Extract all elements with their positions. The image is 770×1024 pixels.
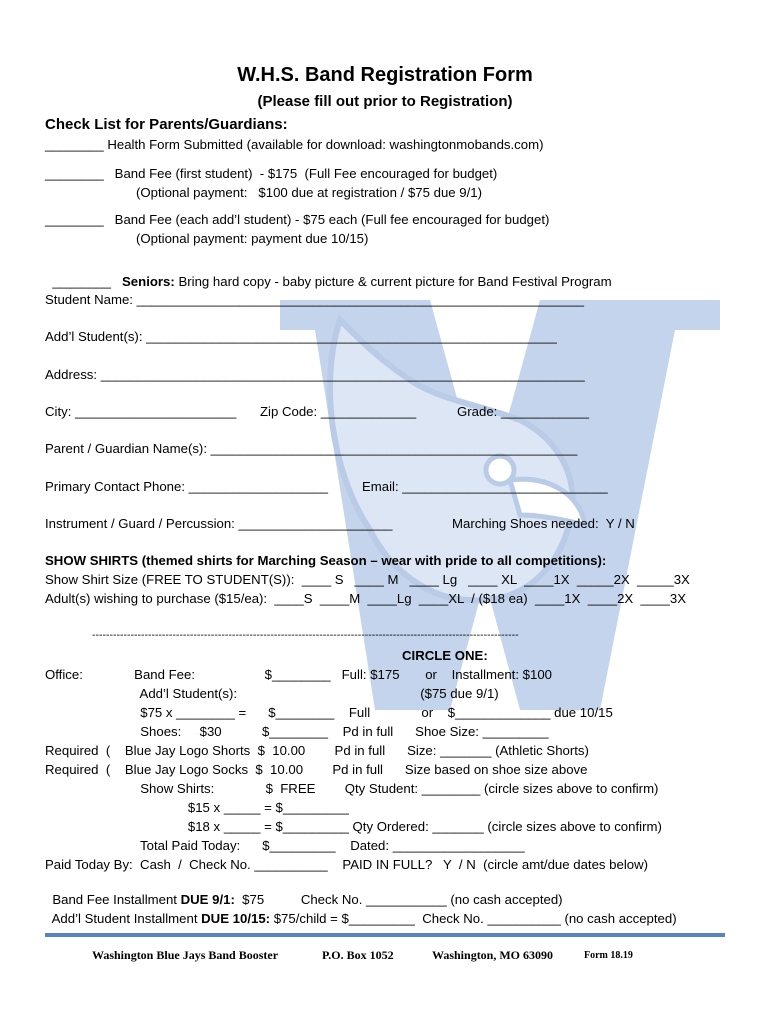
- zip-field[interactable]: Zip Code: _____________: [260, 404, 417, 419]
- footer-org: Washington Blue Jays Band Booster: [92, 948, 279, 962]
- student-name-field[interactable]: Student Name: _____________________________________________________________: [45, 292, 585, 307]
- band-fee-first-optional: (Optional payment: $100 due at registration / $75 due 9/1): [136, 185, 483, 200]
- footer-rule: [45, 933, 725, 937]
- seniors-text: Bring hard copy - baby picture & current picture for Band Festival Program: [174, 274, 612, 289]
- instrument-field[interactable]: Instrument / Guard / Percussion: _____________________: [45, 516, 393, 531]
- health-form-item: ________ Health Form Submitted (available for download: washingtonmobands.com): [45, 137, 544, 152]
- office-line: Office: Band Fee: $________ Full: $175 or Installment: $100: [45, 667, 553, 682]
- office-line: Total Paid Today: $_________ Dated: __________________: [45, 838, 525, 853]
- divider: --------------------------------------------------------------------------------------------------------------------------: [92, 629, 519, 641]
- email-field[interactable]: Email: ____________________________: [362, 479, 608, 494]
- office-line: Paid Today By: Cash / Check No. __________ PAID IN FULL? Y / N (circle amt/due dates below): [45, 857, 649, 872]
- office-line: $15 x _____ = $_________: [45, 800, 349, 815]
- adult-shirt-sizes[interactable]: Adult(s) wishing to purchase ($15/ea): ____S ____M ____Lg ____XL / ($18 ea) ____1X ____2X ____3X: [45, 591, 687, 606]
- city-field[interactable]: City: ______________________: [45, 404, 237, 419]
- office-line: Required ( Blue Jay Logo Shorts $ 10.00 Pd in full Size: _______ (Athletic Shorts): [45, 743, 589, 758]
- show-shirts-heading: SHOW SHIRTS (themed shirts for Marching Season – wear with pride to all competitions):: [45, 553, 607, 568]
- band-fee-first-item: ________ Band Fee (first student) - $175 (Full Fee encouraged for budget): [45, 166, 498, 181]
- addl-students-field[interactable]: Add’l Student(s): ________________________________________________________: [45, 329, 557, 344]
- student-shirt-sizes[interactable]: Show Shirt Size (FREE TO STUDENT(S)): ____ S ____ M ____ Lg ____ XL ____1X _____2X _____3X: [45, 572, 690, 587]
- band-fee-add-item: ________ Band Fee (each add’l student) - $75 each (Full fee encouraged for budget): [45, 212, 550, 227]
- form-title: W.H.S. Band Registration Form: [237, 64, 533, 86]
- office-line: Shoes: $30 $________ Pd in full Shoe Size: _________: [45, 724, 549, 739]
- seniors-label: Seniors:: [122, 274, 175, 289]
- office-line: $75 x ________ = $________ Full or $_____________ due 10/15: [45, 705, 613, 720]
- checklist-heading: Check List for Parents/Guardians:: [45, 116, 288, 133]
- marching-shoes-field[interactable]: Marching Shoes needed: Y / N: [452, 516, 635, 531]
- blue-jay-watermark: [280, 300, 720, 710]
- address-field[interactable]: Address: __________________________________________________________________: [45, 367, 585, 382]
- office-line: $18 x _____ = $_________ Qty Ordered: _______ (circle sizes above to confirm): [45, 819, 662, 834]
- installment-line-2: Add’l Student Installment DUE 10/15: $75/child = $_________ Check No. __________ (no cash accepted): [51, 911, 677, 926]
- office-line: Required ( Blue Jay Logo Socks $ 10.00 Pd in full Size based on shoe size above: [45, 762, 588, 777]
- office-line: Show Shirts: $ FREE Qty Student: ________ (circle sizes above to confirm): [45, 781, 659, 796]
- seniors-blank: ________: [52, 274, 112, 289]
- band-fee-add-optional: (Optional payment: payment due 10/15): [136, 231, 369, 246]
- circle-one-label: CIRCLE ONE:: [402, 648, 488, 663]
- footer-form-number: Form 18.19: [584, 950, 633, 961]
- footer-pobox: P.O. Box 1052: [322, 948, 394, 962]
- parent-guardian-field[interactable]: Parent / Guardian Name(s): __________________________________________________: [45, 441, 578, 456]
- office-line: Add’l Student(s): ($75 due 9/1): [45, 686, 499, 701]
- grade-field[interactable]: Grade: ____________: [457, 404, 589, 419]
- form-subtitle: (Please fill out prior to Registration): [257, 93, 513, 110]
- seniors-item: [45, 258, 612, 290]
- phone-field[interactable]: Primary Contact Phone: ___________________: [45, 479, 329, 494]
- installment-line-1: Band Fee Installment DUE 9/1: $75 Check No. ___________ (no cash accepted): [52, 892, 563, 907]
- footer-city: Washington, MO 63090: [432, 948, 554, 962]
